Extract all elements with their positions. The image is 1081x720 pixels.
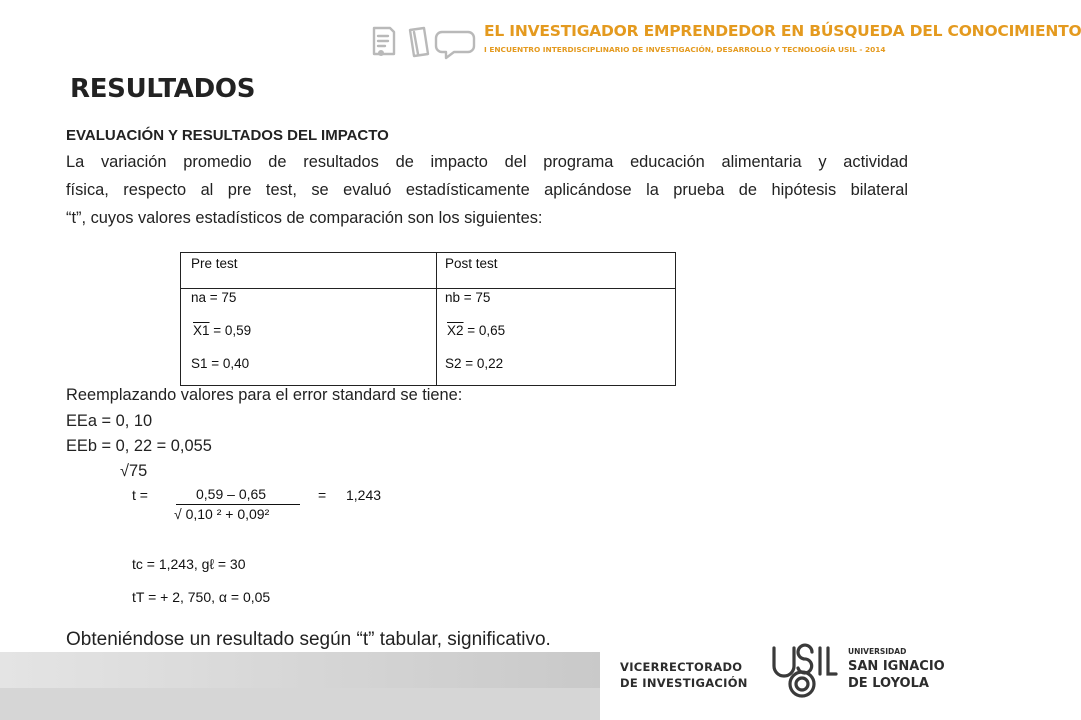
- pre-mean-symbol: X1: [193, 323, 210, 338]
- paragraph-line-1: La variación promedio de resultados de impacto del programa educación alimentaria y actividad: [66, 153, 908, 171]
- table-header-post: Post test: [445, 256, 498, 271]
- post-sd: S2 = 0,22: [445, 356, 504, 371]
- standard-error-intro: Reemplazando valores para el error standard se tiene:: [66, 386, 463, 404]
- table-divider-horizontal: [181, 288, 675, 289]
- standard-error-b: EEb = 0, 22 = 0,055: [66, 437, 212, 455]
- t-result: 1,243: [346, 487, 382, 503]
- pre-mean: [193, 323, 251, 338]
- stats-table: [180, 252, 676, 386]
- t-denominator: √ 0,10 ² + 0,09²: [174, 506, 270, 522]
- table-divider-vertical: [436, 253, 437, 385]
- header-title: EL INVESTIGADOR EMPRENDEDOR EN BÚSQUEDA DEL CONOCIMIENTO: [484, 22, 1081, 40]
- section-heading: EVALUACIÓN Y RESULTADOS DEL IMPACTO: [66, 127, 389, 144]
- post-mean: [447, 323, 505, 338]
- page-title: RESULTADOS: [70, 74, 256, 104]
- pre-mean-value: = 0,59: [209, 323, 252, 338]
- sqrt-75: √75: [120, 462, 148, 480]
- post-mean-value: = 0,65: [463, 323, 506, 338]
- book-icon: [410, 28, 428, 56]
- document-icon: [374, 28, 394, 56]
- tt-formula: tT = + 2, 750, α = 0,05: [132, 589, 271, 605]
- usil-logo-icon: [768, 638, 836, 700]
- vicerrectorado-line-2: DE INVESTIGACIÓN: [620, 676, 748, 690]
- university-line-1: UNIVERSIDAD: [848, 647, 907, 656]
- speech-bubble-icon: [436, 32, 474, 58]
- conclusion: Obteniéndose un resultado según “t” tabular, significativo.: [66, 629, 551, 650]
- paragraph-line-3: “t”, cuyos valores estadísticos de comparación son los siguientes:: [66, 209, 543, 227]
- t-label: t =: [132, 487, 148, 503]
- tc-formula: tc = 1,243, gℓ = 30: [132, 556, 246, 572]
- table-header-pre: Pre test: [191, 256, 238, 271]
- standard-error-a: EEa = 0, 10: [66, 412, 153, 430]
- post-mean-symbol: X2: [447, 323, 464, 338]
- vicerrectorado-line-1: VICERRECTORADO: [620, 660, 743, 674]
- t-numerator: 0,59 – 0,65: [196, 486, 267, 502]
- paragraph-line-2: física, respecto al pre test, se evaluó estadísticamente aplicándose la prueba de hipótesis bilateral: [66, 181, 908, 199]
- t-equals: =: [318, 487, 327, 503]
- post-n: nb = 75: [445, 290, 491, 305]
- pre-n: na = 75: [191, 290, 237, 305]
- university-line-3: DE LOYOLA: [848, 676, 929, 691]
- header-icons: [368, 22, 478, 62]
- university-line-2: SAN IGNACIO: [848, 659, 945, 674]
- pre-sd: S1 = 0,40: [191, 356, 250, 371]
- t-fraction-line: [176, 504, 300, 505]
- header-subtitle: I ENCUENTRO INTERDISCIPLINARIO DE INVESTIGACIÓN, DESARROLLO Y TECNOLOGÍA USIL - 2014: [484, 45, 886, 54]
